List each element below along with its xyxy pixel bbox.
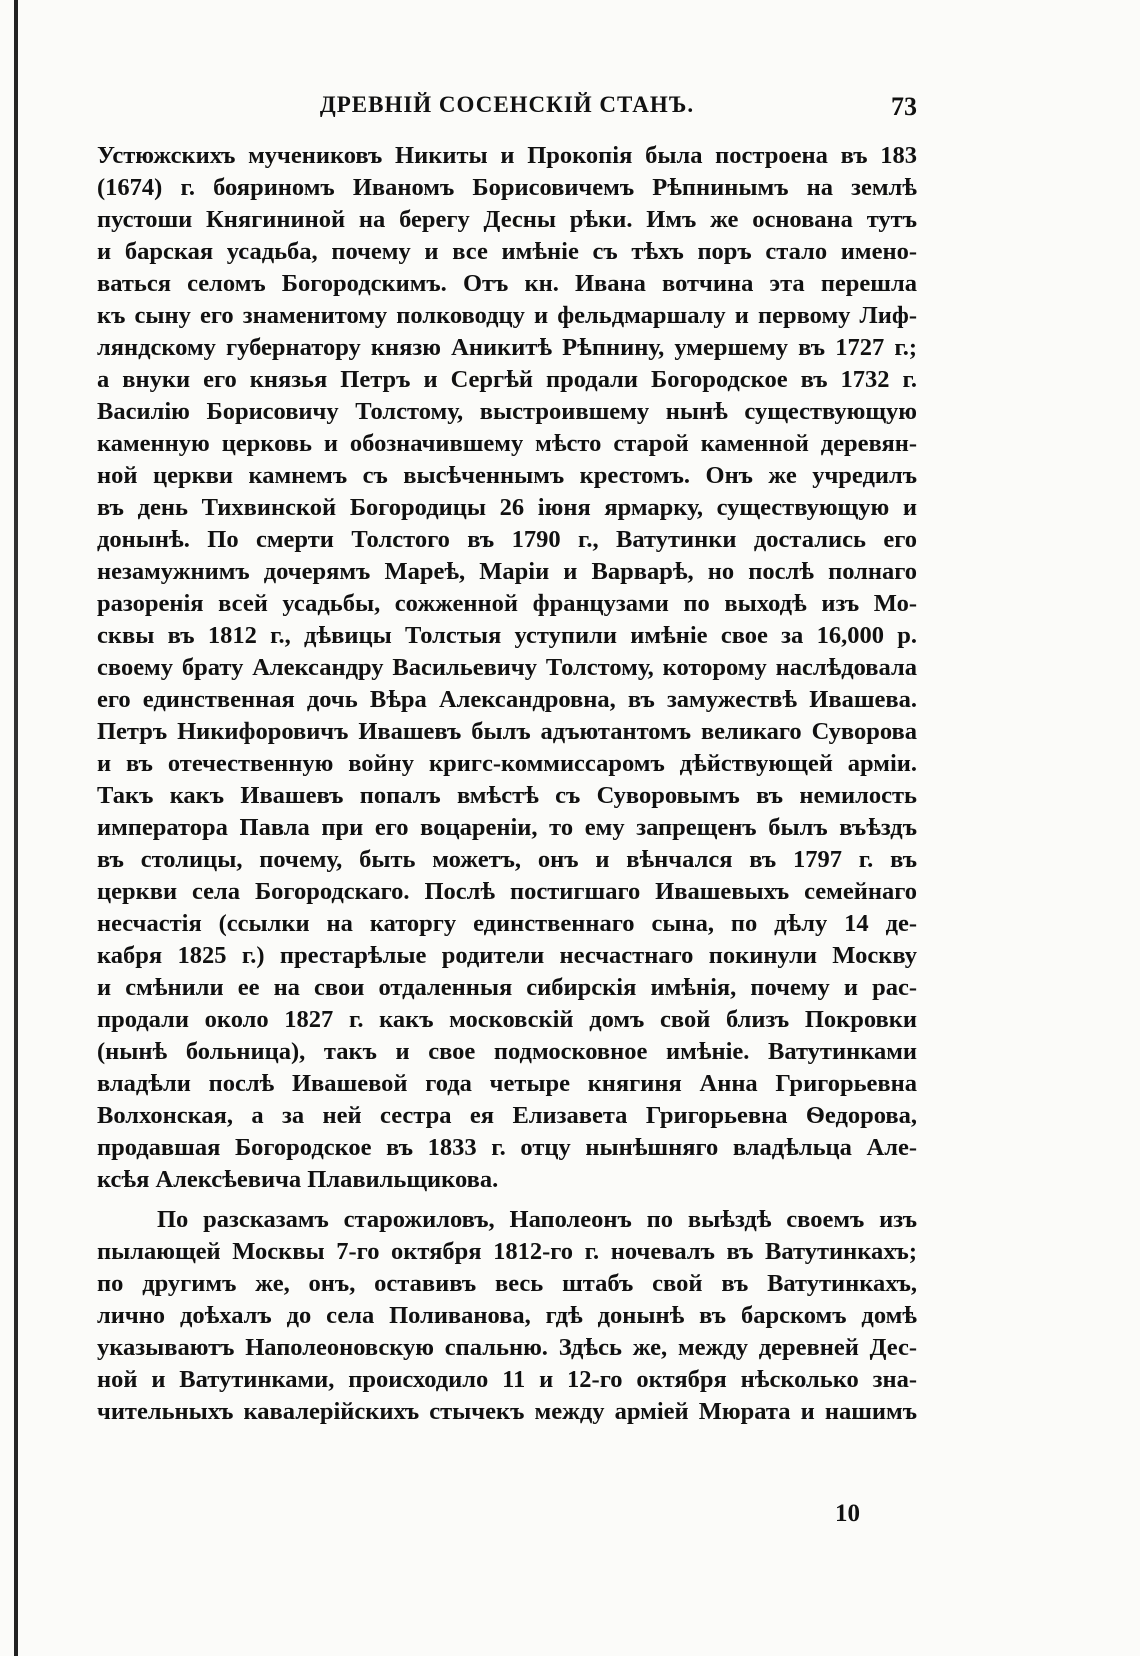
paragraph [97,1204,917,1428]
text-line: указываютъ Наполеоновскую спальню. Здѣсь же, между деревней Дес- [97,1334,917,1361]
body-text [97,140,917,1428]
text-line: ксѣя Алексѣевича Плавильщикова. [97,1166,499,1193]
page-binding-edge [14,0,18,1656]
text-line: Петръ Никифоровичъ Ивашевъ былъ адъютантомъ великаго Суворова [97,718,917,745]
text-line: къ сыну его знаменитому полководцу и фельдмаршалу и первому Лиф- [97,302,917,329]
text-line: сквы въ 1812 г., дѣвицы Толстыя уступили имѣніе свое за 16,000 р. [97,622,917,649]
text-line: его единственная дочь Вѣра Александровна, въ замужествѣ Ивашева. [97,686,917,713]
text-line: своему брату Александру Васильевичу Толстому, которому наслѣдовала [97,654,917,681]
text-line: По разсказамъ старожиловъ, Наполеонъ по выѣздѣ своемъ изъ [157,1206,917,1233]
text-line: владѣли послѣ Ивашевой года четыре княгиня Анна Григорьевна [97,1070,917,1097]
paragraph-gap [97,1196,917,1204]
text-line: Устюжскихъ мучениковъ Никиты и Прокопія была построена въ 183 [97,142,917,169]
text-line: продавшая Богородское въ 1833 г. отцу нынѣшняго владѣльца Але- [97,1134,917,1161]
text-line: ляндскому губернатору князю Аникитѣ Рѣпнину, умершему въ 1727 г.; [97,334,917,361]
text-line: церкви села Богородскаго. Послѣ постигшаго Ивашевыхъ семейнаго [97,878,917,905]
text-line: лично доѣхалъ до села Поливанова, гдѣ донынѣ въ барскомъ домѣ [97,1302,917,1329]
text-line: въ столицы, почему, быть можетъ, онъ и вѣнчался въ 1797 г. въ [97,846,917,873]
text-line: ваться селомъ Богородскимъ. Отъ кн. Ивана вотчина эта перешла [97,270,917,297]
text-line: ной и Ватутинками, происходило 11 и 12-го октября нѣсколько зна- [97,1366,917,1393]
signature-mark: 10 [835,1500,860,1527]
text-line: пылающей Москвы 7-го октября 1812-го г. ночевалъ въ Ватутинкахъ; [97,1238,917,1265]
text-line: донынѣ. По смерти Толстого въ 1790 г., Ватутинки достались его [97,526,917,553]
text-line: незамужнимъ дочерямъ Мареѣ, Маріи и Варварѣ, но послѣ полнаго [97,558,917,585]
page-number: 73 [891,92,917,121]
text-line: а внуки его князья Петръ и Сергѣй продали Богородское въ 1732 г. [97,366,917,393]
text-line: по другимъ же, онъ, оставивъ весь штабъ свой въ Ватутинкахъ, [97,1270,917,1297]
text-line: ной церкви камнемъ съ высѣченнымъ крестомъ. Онъ же учредилъ [97,462,917,489]
running-head [97,92,917,124]
text-line: и барская усадьба, почему и все имѣніе съ тѣхъ поръ стало имено- [97,238,917,265]
running-title: ДРЕВНІЙ СОСЕНСКІЙ СТАНЪ. [319,92,695,117]
text-line: несчастія (ссылки на каторгу единственнаго сына, по дѣлу 14 де- [97,910,917,937]
text-line: Такъ какъ Ивашевъ попалъ вмѣстѣ съ Суворовымъ въ немилость [97,782,917,809]
text-line: Волхонская, а за ней сестра ея Елизавета Григорьевна Ѳедорова, [97,1102,917,1129]
text-line: въ день Тихвинской Богородицы 26 іюня ярмарку, существующую и [97,494,917,521]
text-line: (нынѣ больница), такъ и свое подмосковное имѣніе. Ватутинками [97,1038,917,1065]
text-line: и смѣнили ее на свои отдаленныя сибирскія имѣнія, почему и рас- [97,974,917,1001]
paragraph [97,140,917,1196]
text-line: продали около 1827 г. какъ московскій домъ свой близъ Покровки [97,1006,917,1033]
text-line: кабря 1825 г.) престарѣлые родители несчастнаго покинули Москву [97,942,917,969]
text-line: разоренія всей усадьбы, сожженной французами по выходѣ изъ Мо- [97,590,917,617]
text-line: каменную церковь и обозначившему мѣсто старой каменной деревян- [97,430,917,457]
text-line: чительныхъ кавалерійскихъ стычекъ между арміей Мюрата и нашимъ [97,1398,917,1425]
text-line: пустоши Княгининой на берегу Десны рѣки. Имъ же основана тутъ [97,206,917,233]
text-line: (1674) г. бояриномъ Иваномъ Борисовичемъ Рѣпнинымъ на землѣ [97,174,917,201]
text-line: императора Павла при его воцареніи, то ему запрещенъ былъ въѣздъ [97,814,917,841]
text-line: и въ отечественную войну кригс-коммиссаромъ дѣйствующей арміи. [97,750,917,777]
text-line: Василію Борисовичу Толстому, выстроившему нынѣ существующую [97,398,917,425]
